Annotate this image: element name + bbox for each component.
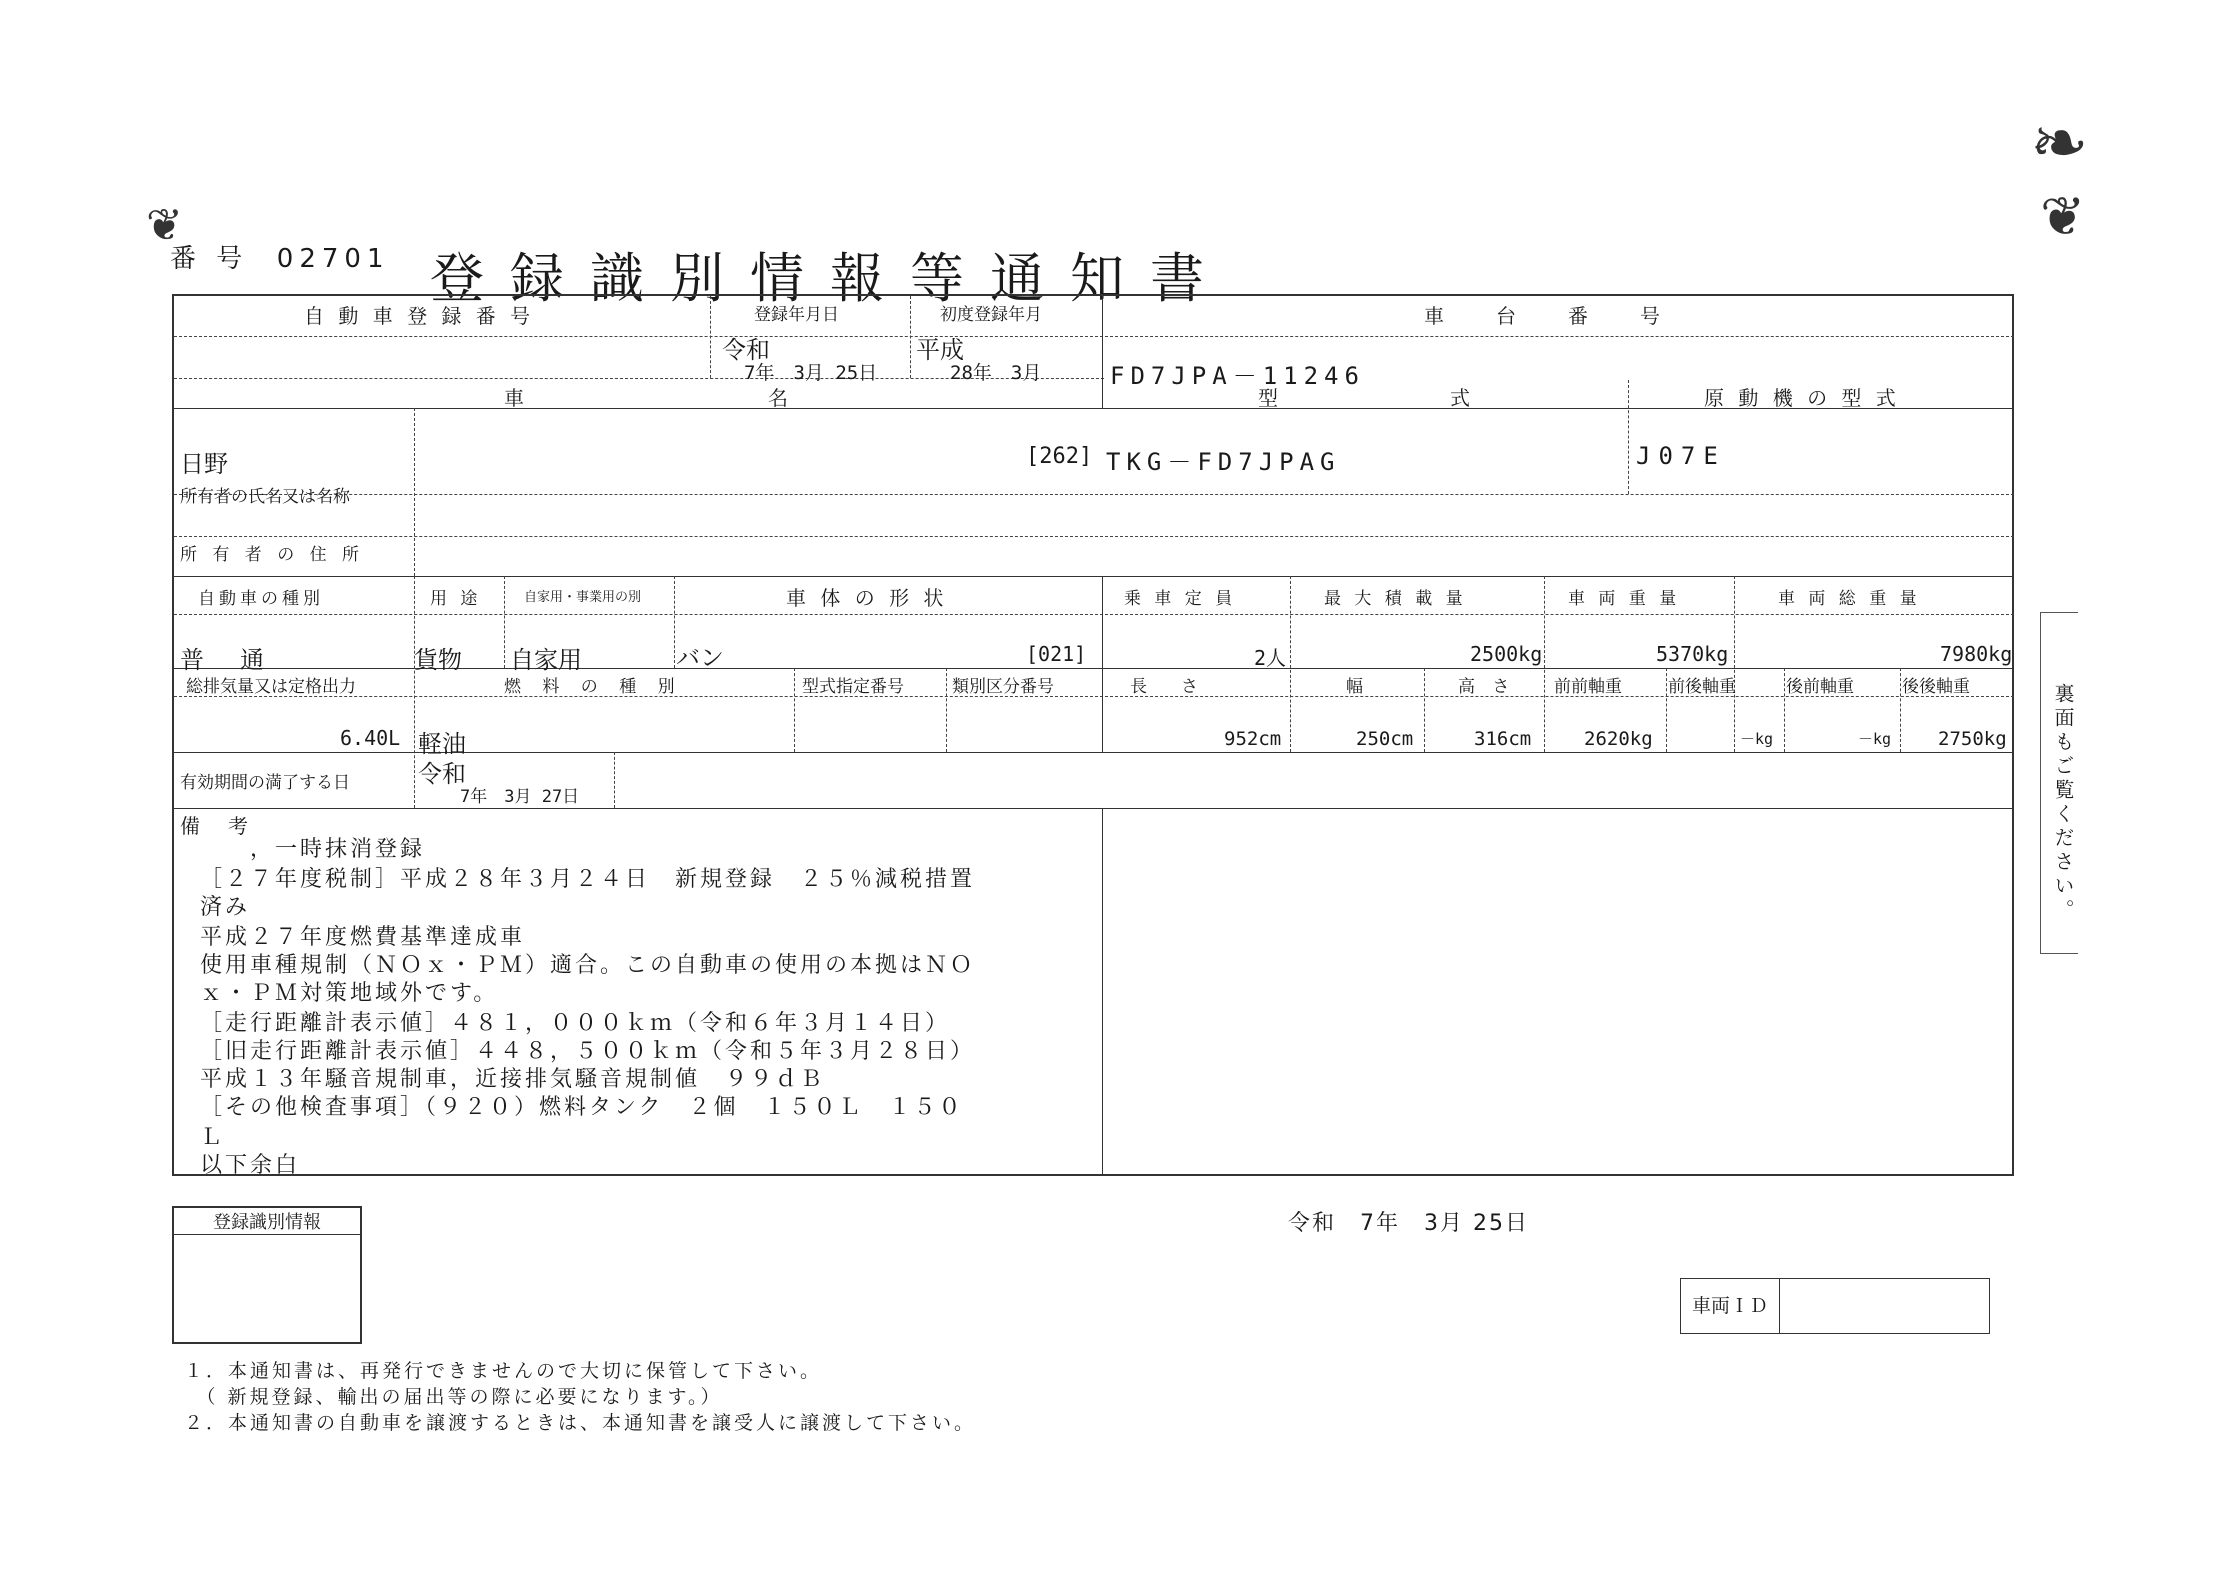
doc-number-value: 02701 xyxy=(276,244,390,274)
remark-line: 済み xyxy=(200,895,251,920)
remark-line: ，一時抹消登録 xyxy=(200,837,426,862)
issue-date: 令和 7年 3月 25日 xyxy=(1288,1211,1529,1236)
header-height: 高 さ xyxy=(1458,677,1516,697)
remark-line: 使用車種規制（ＮＯｘ・ＰＭ）適合。この自動車の使用の本拠はＮＯ xyxy=(200,953,976,978)
footnote: ２．本通知書の自動車を譲渡するときは、本通知書を譲受人に譲渡して下さい。 xyxy=(184,1412,977,1434)
header-engine: 原 動 機 の 型 式 xyxy=(1704,386,1900,410)
rr-axle: 2750kg xyxy=(1938,728,2007,750)
remark-line: Ｌ xyxy=(200,1125,226,1150)
first-reg-era: 平成 xyxy=(916,336,964,364)
remark-line: ［走行距離計表示値］４８１，０００ｋｍ（令和６年３月１４日） xyxy=(200,1011,951,1036)
displacement: 6.40L xyxy=(340,726,401,750)
vehicle-id-box xyxy=(1680,1278,1990,1334)
width: 250cm xyxy=(1356,728,1414,750)
reg-info-label: 登録識別情報 xyxy=(174,1208,361,1235)
chassis-number: FD7JPA－11246 xyxy=(1110,362,1365,390)
header-remarks: 備 考 xyxy=(180,814,252,838)
rf-axle: －kg xyxy=(1858,730,1892,748)
header-fuel: 燃 料 の 種 別 xyxy=(504,677,683,697)
body-code: [021] xyxy=(1026,642,1087,666)
header-vehicle-kind: 自動車の種別 xyxy=(198,589,324,609)
ff-axle: 2620kg xyxy=(1584,728,1653,750)
header-vehicle-weight: 車 両 重 量 xyxy=(1568,589,1681,609)
header-owner-name: 所有者の氏名又は名称 xyxy=(180,487,350,507)
header-type-designation: 型式指定番号 xyxy=(802,677,904,697)
doc-number xyxy=(170,238,390,275)
footnote: １．本通知書は、再発行できませんので大切に保管して下さい。 xyxy=(184,1360,823,1382)
header-reg-date: 登録年月日 xyxy=(754,305,839,325)
height: 316cm xyxy=(1474,728,1532,750)
header-rf-axle: 後前軸重 xyxy=(1786,677,1854,697)
gross-weight: 7980kg xyxy=(1940,642,2013,666)
header-width: 幅 xyxy=(1346,677,1363,697)
fr-axle: －kg xyxy=(1740,730,1774,748)
header-gross-weight: 車 両 総 重 量 xyxy=(1778,589,1921,609)
engine-model: J07E xyxy=(1636,442,1726,470)
header-fr-axle: 前後軸重 xyxy=(1668,677,1736,697)
body-shape: バン xyxy=(676,644,724,672)
private-business: 自家用 xyxy=(510,646,582,674)
expiry-date: 7年 3月 27日 xyxy=(460,787,580,807)
fuel: 軽油 xyxy=(418,730,466,758)
max-load: 2500kg xyxy=(1470,642,1543,666)
remark-line: ［その他検査事項］（９２０）燃料タンク ２個 １５０Ｌ １５０ xyxy=(200,1095,964,1120)
header-expiry: 有効期間の満了する日 xyxy=(180,773,350,793)
remark-line: 平成１３年騒音規制車，近接排気騒音規制値 ９９ｄＢ xyxy=(200,1067,826,1092)
header-private-business: 自家用・事業用の別 xyxy=(524,590,642,605)
ornament-left: ❦ xyxy=(146,200,183,251)
header-rr-axle: 後後軸重 xyxy=(1902,677,1970,697)
header-model: 型 式 xyxy=(1258,386,1474,410)
header-displacement: 総排気量又は定格出力 xyxy=(186,677,356,697)
expiry-era: 令和 xyxy=(418,760,466,788)
reg-date: 7年 3月 25日 xyxy=(744,362,878,384)
remark-line: ［２７年度税制］平成２８年３月２４日 新規登録 ２５％減税措置 xyxy=(200,867,976,892)
header-body-shape: 車 体 の 形 状 xyxy=(786,586,948,610)
model: TKG－FD7JPAG xyxy=(1106,448,1341,476)
header-usage: 用 途 xyxy=(430,589,482,609)
header-ff-axle: 前前軸重 xyxy=(1554,677,1622,697)
usage: 貨物 xyxy=(414,646,462,674)
reg-info-box xyxy=(172,1206,362,1344)
header-max-load: 最 大 積 載 量 xyxy=(1324,589,1467,609)
side-tab: 裏面もご覧ください。 xyxy=(2040,612,2078,954)
header-reg-number: 自 動 車 登 録 番 号 xyxy=(304,304,535,328)
vehicle-weight: 5370kg xyxy=(1656,642,1729,666)
header-owner-address: 所 有 者 の 住 所 xyxy=(180,545,365,565)
vehicle-id-label: 車両ＩＤ xyxy=(1681,1279,1780,1333)
ornament-right: ❧ xyxy=(2030,102,2089,184)
reg-era: 令和 xyxy=(722,336,770,364)
capacity: 2人 xyxy=(1254,646,1287,670)
model-code: [262] xyxy=(1026,444,1093,469)
header-first-reg: 初度登録年月 xyxy=(940,305,1042,325)
remark-line: 平成２７年度燃費基準達成車 xyxy=(200,925,526,950)
remark-line: 以下余白 xyxy=(200,1153,301,1178)
header-car-name: 車 名 xyxy=(504,386,792,410)
ornament-right-2: ❦ xyxy=(2040,185,2086,248)
first-reg-date: 28年 3月 xyxy=(950,362,1042,384)
remark-line: ｘ・ＰＭ対策地域外です。 xyxy=(200,981,499,1006)
doc-number-label: 番 号 xyxy=(170,244,249,274)
header-length: 長 さ xyxy=(1130,677,1198,697)
header-class-number: 類別区分番号 xyxy=(952,677,1054,697)
length: 952cm xyxy=(1224,728,1282,750)
vehicle-kind: 普 通 xyxy=(180,646,270,674)
car-name: 日野 xyxy=(180,450,228,478)
remark-line: ［旧走行距離計表示値］４４８，５００ｋｍ（令和５年３月２８日） xyxy=(200,1039,976,1064)
document-title: 登録識別情報等通知書 xyxy=(430,247,1230,310)
header-capacity: 乗 車 定 員 xyxy=(1124,589,1237,609)
footnote: （ 新規登録、輸出の届出等の際に必要になります。） xyxy=(184,1386,723,1408)
header-chassis: 車 台 番 号 xyxy=(1424,304,1664,328)
